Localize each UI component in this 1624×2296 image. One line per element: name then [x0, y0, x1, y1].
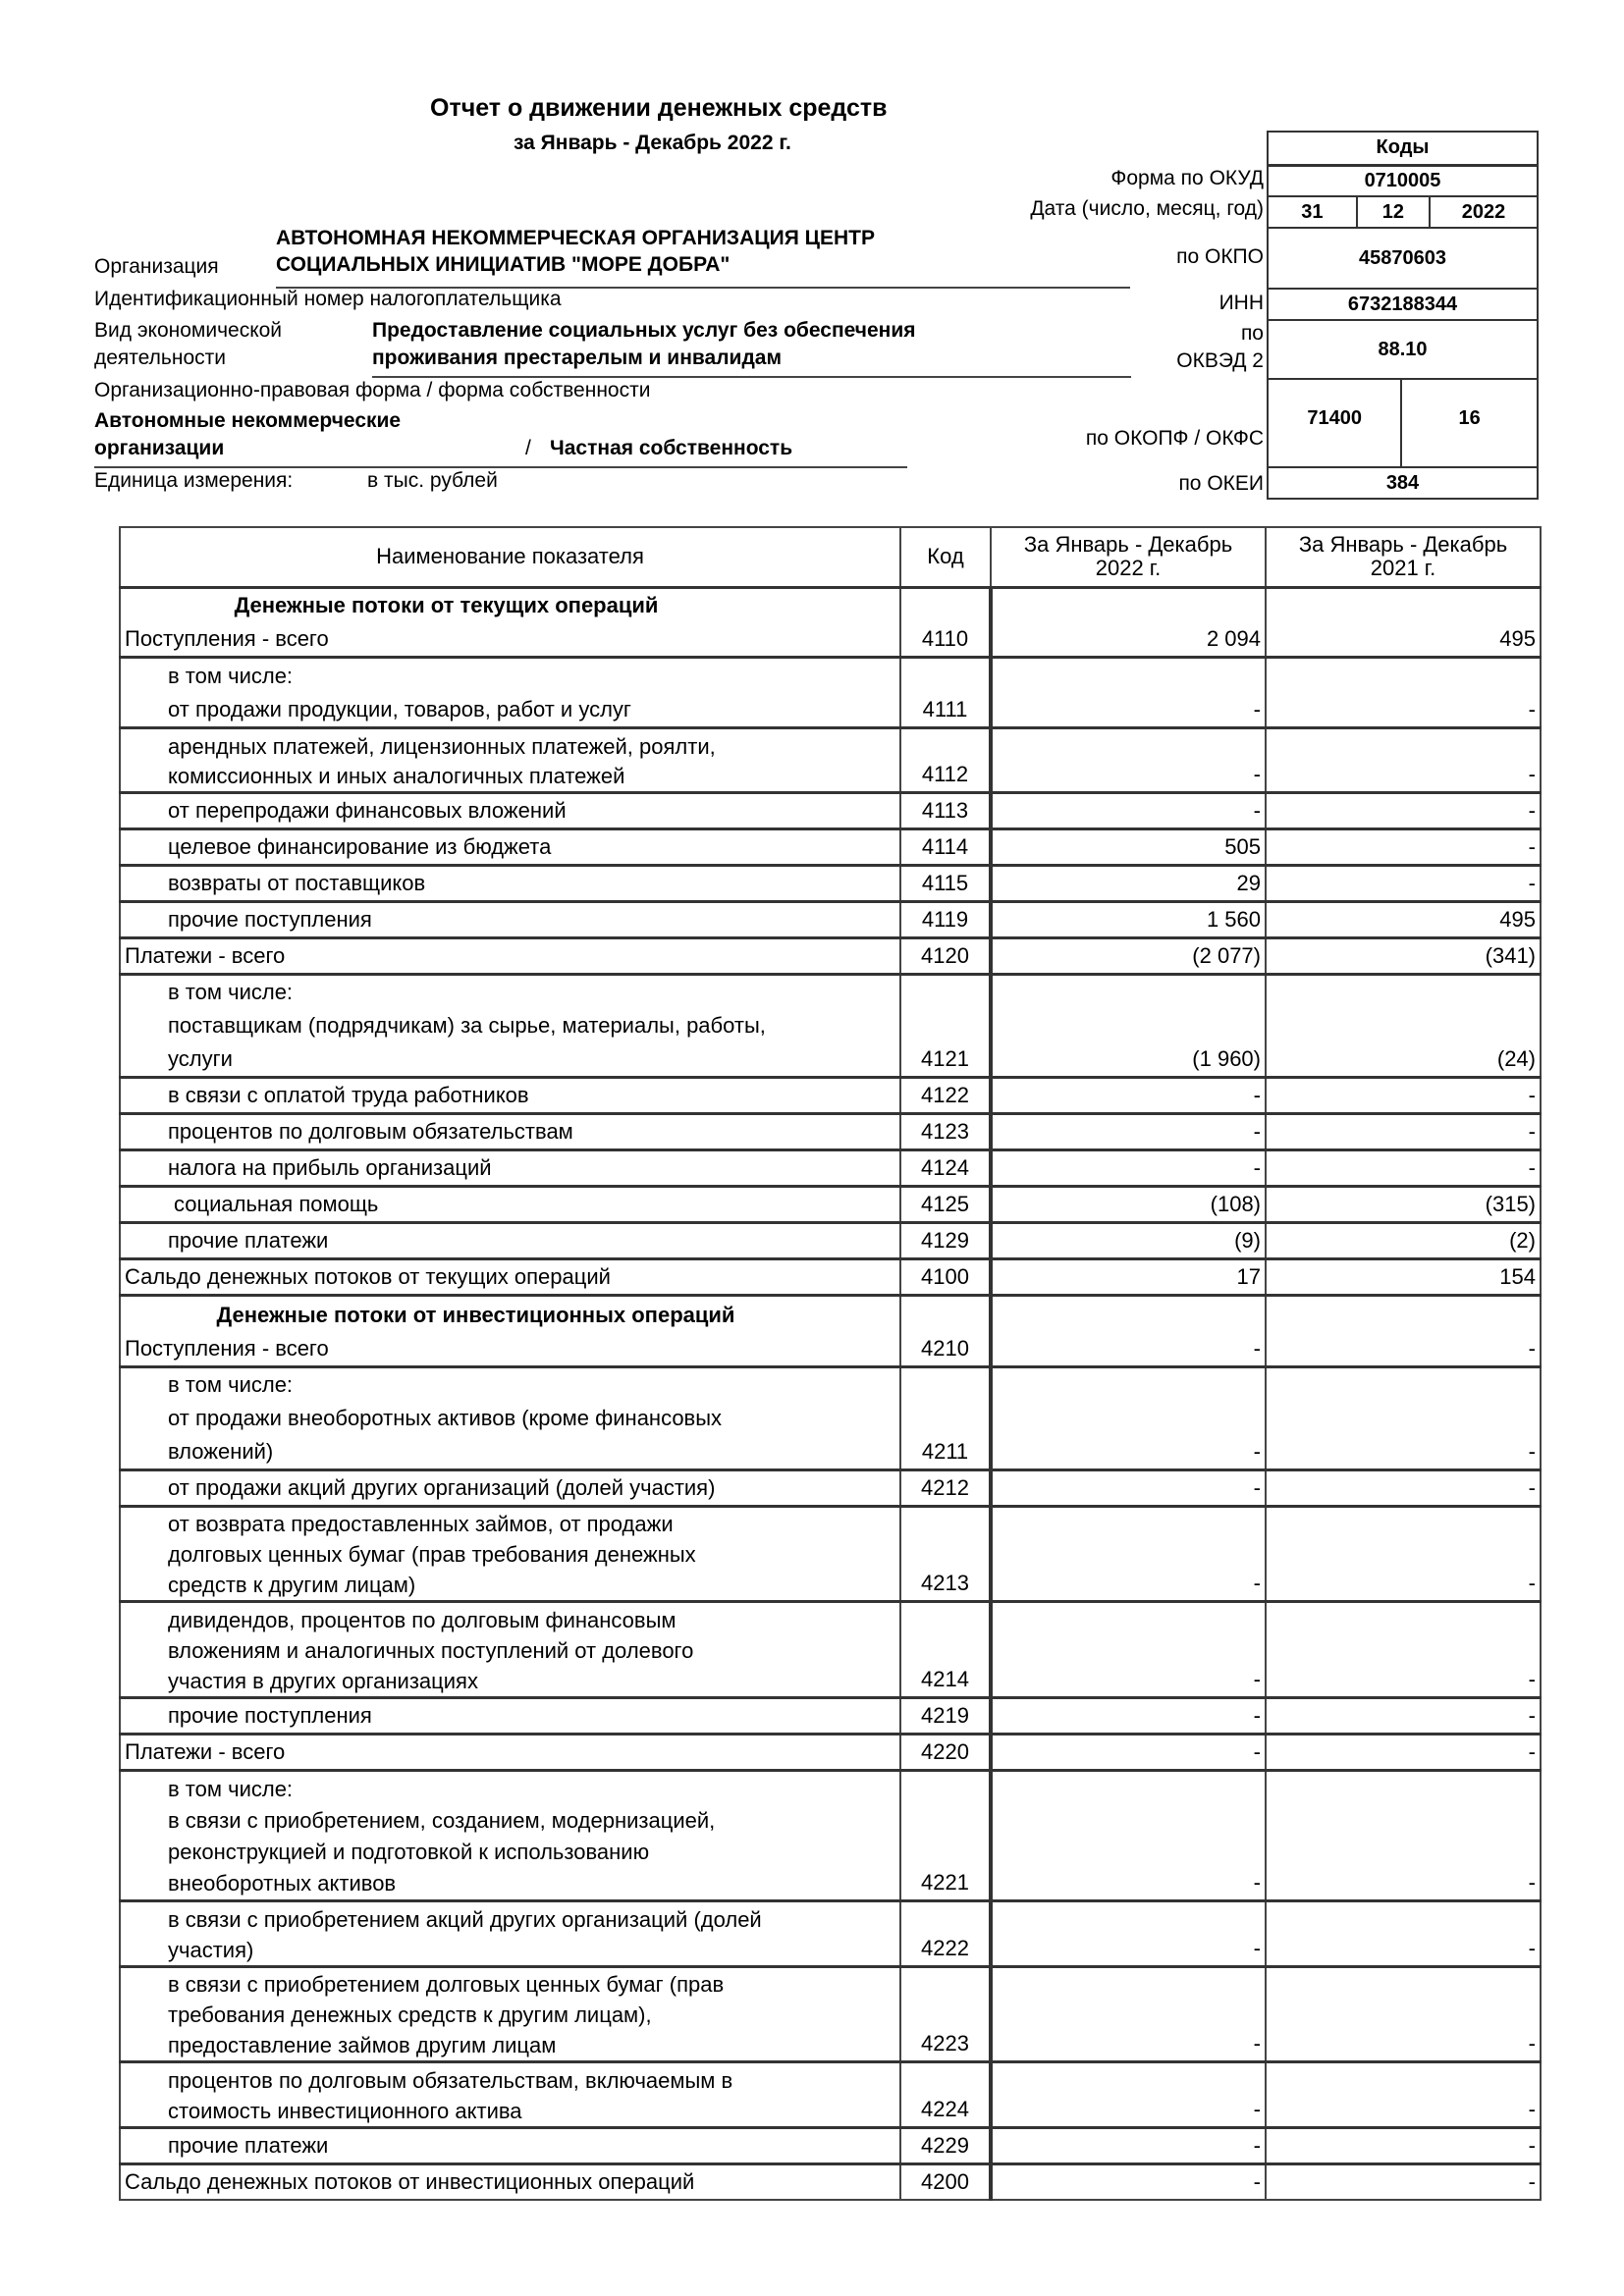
- okpo-value: 45870603: [1268, 228, 1538, 289]
- okei-value: 384: [1268, 467, 1538, 499]
- okud-value: 0710005: [1268, 165, 1538, 196]
- unit-value: в тыс. рублей: [367, 469, 498, 492]
- okved-value: 88.10: [1268, 320, 1538, 379]
- inn-label: ИНН: [1218, 292, 1264, 314]
- table-row: от перепродажи финансовых вложений 4113 - -: [120, 792, 1541, 828]
- cash-flow-table: [119, 526, 1542, 2201]
- table-row: прочие поступления 4119 1 560 495: [120, 901, 1541, 937]
- okopf-label: по ОКОПФ / ОКФС: [1085, 427, 1264, 450]
- section-title-investing: Денежные потоки от инвестиционных операций: [216, 1302, 735, 1327]
- table-row: в том числе: в связи с приобретением, созданием, модернизацией, реконструкцией и подготовкой к использованию внеоборотных активов 4221 - -: [120, 1770, 1541, 1900]
- report-period: за Январь - Декабрь 2022 г.: [514, 132, 791, 154]
- table-row: прочие платежи 4129 (9) (2): [120, 1222, 1541, 1258]
- table-row: в связи с приобретением акций других организаций (долей участия) 4222 - -: [120, 1900, 1541, 1966]
- unit-label: Единица измерения:: [94, 469, 294, 492]
- inn-value: 6732188344: [1268, 289, 1538, 320]
- activity-underline: [372, 376, 1131, 378]
- okei-label: по ОКЕИ: [1178, 472, 1264, 495]
- table-row: налога на прибыль организаций 4124 - -: [120, 1149, 1541, 1186]
- table-row: дивидендов, процентов по долговым финансовым вложениям и аналогичных поступлений от долевого участия в других организациях 4214 - -: [120, 1601, 1541, 1697]
- table-row: Сальдо денежных потоков от текущих операций 4100 17 154: [120, 1258, 1541, 1295]
- table-row: в том числе: от продажи продукции, товаров, работ и услуг 4111 - -: [120, 657, 1541, 727]
- ownership: Частная собственность: [550, 437, 793, 459]
- org-name-line2: СОЦИАЛЬНЫХ ИНИЦИАТИВ "МОРЕ ДОБРА": [276, 253, 731, 276]
- col-2021-header: За Январь - Декабрь 2021 г.: [1266, 527, 1541, 587]
- date-day: 31: [1268, 196, 1357, 228]
- table-row: Денежные потоки от текущих операций Поступления - всего 4110 2 094 495: [120, 587, 1541, 657]
- codes-box: [1267, 131, 1539, 500]
- table-header-row: [120, 527, 1541, 587]
- col-name-header: Наименование показателя: [120, 527, 900, 587]
- table-row: возвраты от поставщиков 4115 29 -: [120, 865, 1541, 901]
- table-row: социальная помощь 4125 (108) (315): [120, 1186, 1541, 1222]
- date-label: Дата (число, месяц, год): [1030, 197, 1264, 220]
- table-row: Платежи - всего 4220 - -: [120, 1734, 1541, 1770]
- col-2022-header: За Январь - Декабрь 2022 г.: [991, 527, 1266, 587]
- section-title-operating: Денежные потоки от текущих операций: [234, 592, 659, 617]
- org-name-line1: АВТОНОМНАЯ НЕКОММЕРЧЕСКАЯ ОРГАНИЗАЦИЯ ЦЕНТР: [276, 227, 875, 249]
- table-row: прочие поступления 4219 - -: [120, 1697, 1541, 1734]
- table-row: в том числе: поставщикам (подрядчикам) за сырье, материалы, работы, услуги 4121 (1 960) (24): [120, 974, 1541, 1077]
- okopf-value: 71400: [1268, 379, 1401, 467]
- legal-form-label: Организационно-правовая форма / форма собственности: [94, 379, 651, 401]
- table-row: Платежи - всего 4120 (2 077) (341): [120, 937, 1541, 974]
- okved-label-1: по: [1240, 322, 1264, 345]
- table-row: в связи с приобретением долговых ценных бумаг (прав требования денежных средств к другим лицам), предоставление займов другим лицам 4223 - -: [120, 1966, 1541, 2061]
- table-row: прочие платежи 4229 - -: [120, 2127, 1541, 2163]
- legal-form-underline: [94, 466, 907, 468]
- okfs-value: 16: [1401, 379, 1538, 467]
- table-row: процентов по долговым обязательствам 4123 - -: [120, 1113, 1541, 1149]
- legal-form-line2: организации: [94, 437, 225, 459]
- table-row: от продажи акций других организаций (долей участия) 4212 - -: [120, 1469, 1541, 1506]
- inn-text-label: Идентификационный номер налогоплательщика: [94, 288, 562, 310]
- table-row: от возврата предоставленных займов, от продажи долговых ценных бумаг (прав требования денежных средств к другим лицам) 4213 - -: [120, 1506, 1541, 1601]
- okved-label-2: ОКВЭД 2: [1176, 349, 1264, 372]
- okud-label: Форма по ОКУД: [1110, 167, 1264, 189]
- table-row: в том числе: от продажи внеоборотных активов (кроме финансовых вложений) 4211 - -: [120, 1366, 1541, 1469]
- org-label: Организация: [94, 255, 219, 278]
- table-row: процентов по долговым обязательствам, включаемым в стоимость инвестиционного актива 4224 - -: [120, 2061, 1541, 2127]
- okpo-label: по ОКПО: [1176, 245, 1264, 268]
- table-row: в связи с оплатой труда работников 4122 - -: [120, 1077, 1541, 1113]
- activity-line2: проживания престарелым и инвалидам: [372, 347, 783, 369]
- codes-header: Коды: [1268, 132, 1538, 165]
- table-row: Денежные потоки от инвестиционных операций Поступления - всего 4210 - -: [120, 1295, 1541, 1366]
- table-row: целевое финансирование из бюджета 4114 505 -: [120, 828, 1541, 865]
- col-code-header: Код: [900, 527, 991, 587]
- date-month: 12: [1357, 196, 1430, 228]
- activity-label-1: Вид экономической: [94, 319, 283, 342]
- date-year: 2022: [1430, 196, 1538, 228]
- activity-line1: Предоставление социальных услуг без обеспечения: [372, 319, 916, 342]
- table-row: арендных платежей, лицензионных платежей, роялти, комиссионных и иных аналогичных платежей 4112 - -: [120, 727, 1541, 792]
- activity-label-2: деятельности: [94, 347, 226, 369]
- report-title: Отчет о движении денежных средств: [430, 94, 888, 122]
- legal-form-slash: /: [525, 437, 531, 459]
- legal-form-line1: Автономные некоммерческие: [94, 409, 402, 432]
- table-row: Сальдо денежных потоков от инвестиционных операций 4200 - -: [120, 2163, 1541, 2200]
